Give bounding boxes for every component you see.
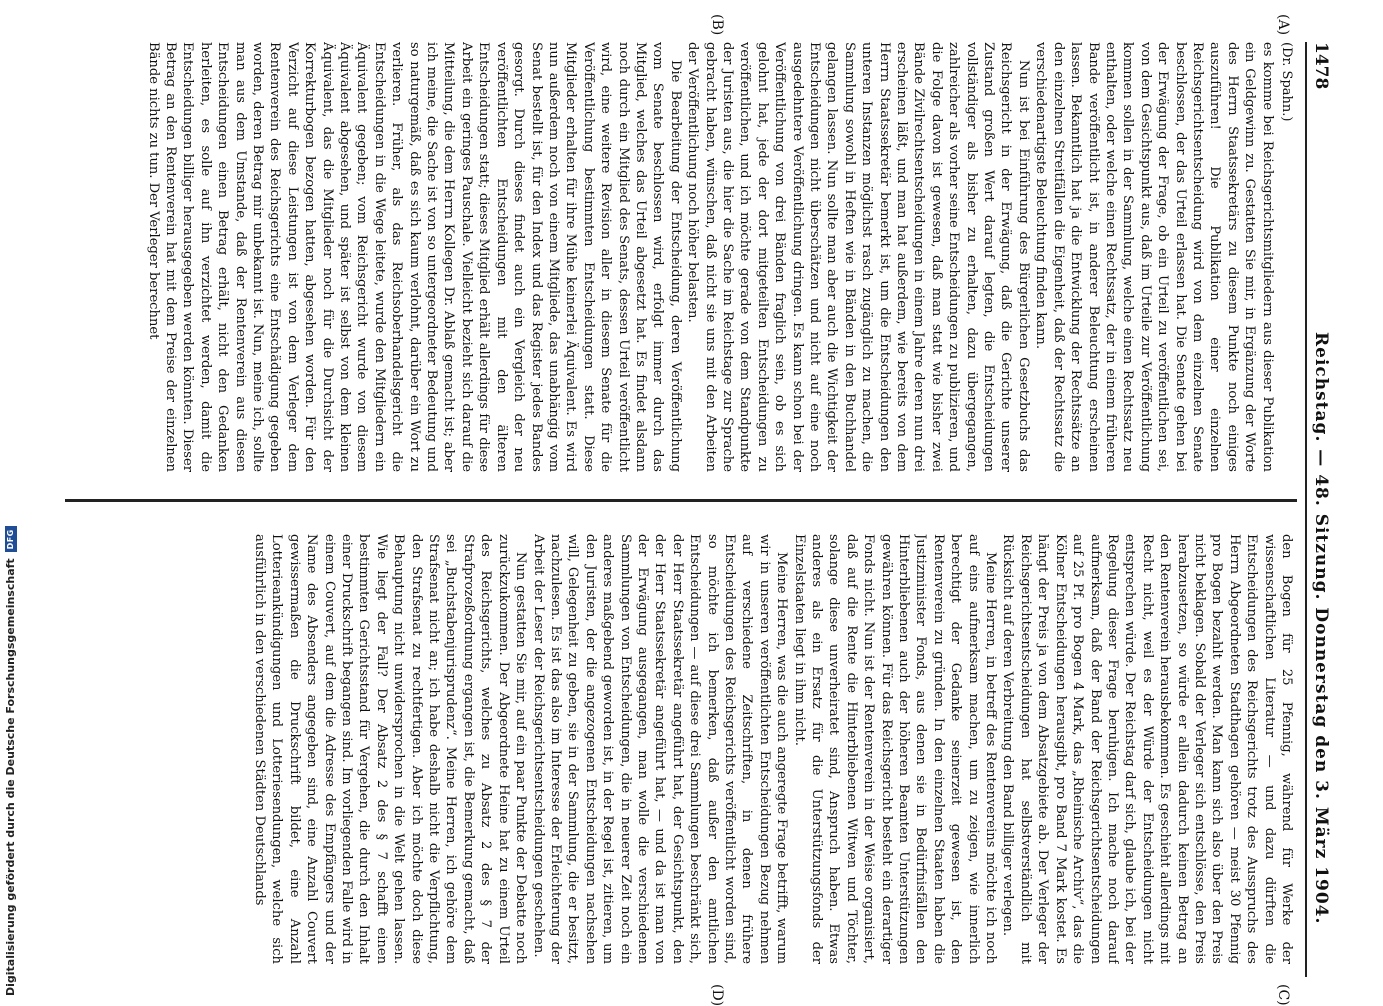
column-divider: [65, 499, 1297, 502]
margin-mark-b: (B): [709, 14, 725, 36]
page-header: [1305, 42, 1335, 977]
running-title: Reichstag. — 48. Sitzung. Donnerstag den 3. März 1904.: [1311, 332, 1331, 925]
paragraph: den Bogen für 25 Pfennig, während für Werke der wissenschaftlichen Literatur — und dazu dürften die Entscheidungen des Reichsgerichts trotz des Ausspruchs des Herrn Abgeordneten Stadthagen gehören — meist 30 Pfennig pro Bogen bezahlt werden. Man kann sich also über den Preis nicht beklagen. Sobald der Verleger sich entschlösse, den Preis herabzusetzen, so würde er allein dadurch keinen Betrag an den Rentenverein herausbekommen. Es geschieht allerdings mit Recht nicht, weil es der Würde der Entscheidungen nicht entsprechen würde. Der Reichstag darf sich, glaube ich, bei der Regelung dieser Frage beruhigen. Ich mache noch darauf aufmerksam, daß der Band der Reichsgerichtsentscheidungen auf 25 Pf. pro Bogen 4 Mark, das „Rheinische Archiv“, das die Kölner Entscheidungen herausgibt, pro Band 7 Mark kostet. Es hängt der Preis ja von dem Absatzgebiete ab. Der Verleger der Reichsgerichtsentscheidungen hat selbstverständlich mit Rücksicht auf deren Verbreitung den Band billiger verlegen.: [1000, 534, 1294, 964]
page-number: 1478: [1311, 42, 1331, 90]
header-rule: [1305, 42, 1307, 977]
paragraph: es komme bei Reichsgerichtsmitgliedern aus dieser Publikation ein Geldgewinn zu. Gestatten Sie mir, in Ergänzung der Worte des Herrn Staatssekretärs zu diesem Punkte noch einiges auszuführen! Die Publikation einer einzelnen Reichsgerichtsentscheidung wird von dem einzelnen Senate beschlossen, der das Urteil erlassen hat. Die Senate gehen bei der Erwägung der Frage, ob ein Urteil zu veröffentlichen sei, von dem Gesichtspunkt aus, daß im Urteile zur Veröffentlichung kommen sollen in der Sammlung, welche einen Rechtssatz neu enthalten, oder welche einen Rechtssatz, der in einem früheren Bande veröffentlicht ist, in anderer Beleuchtung erscheinen lassen. Bekanntlich hat ja die Entwicklung der Rechtssätze an den einzelnen Streitfällen die Eigenheit, daß der Rechtssatz die verschiedenartigste Beleuchtung finden kann.: [1033, 42, 1275, 472]
document-page: [60, 14, 1335, 1006]
paragraph: Die Bearbeitung der Entscheidung, deren Veröffentlichung vom Senate beschlossen wird, erfolgt immer durch das Mitglied, welches das Urteil abgesetzt hat. Es findet alsdann noch durch ein Mitglied des Senats, dessen Urteil veröffentlicht wird, eine weitere Revision aller in diesem Senate für die Veröffentlichung bestimmten Entscheidungen statt. Diese Mitglieder erhalten für ihre Mühe keinerlei Äquivalent. Es wird nun außerdem noch von einem Mitgliede, das unabhängig vom Senat bestellt ist, für den Index und das Register jedes Bandes gesorgt. Durch dieses findet auch ein Vergleich der neu veröffentlichten Entscheidungen mit den älteren Entscheidungen statt; dieses Mitglied erhält allerdings für diese Arbeit ein geringes Pauschale. Vielleicht bezieht sich darauf die Mitteilung, die dem Herrn Kollegen Dr. Ablaß gemacht ist; aber ich meine, die Sache ist von so untergeordneter Bedeutung und so naturgemäß, daß es sich kaum verlohnt, darüber ein Wort zu verlieren. Früher, als das Reichsoberhandelsgericht die Entscheidungen in die Wege leitete, wurde den Mitgliedern ein Äquivalent gegeben; vom Reichsgericht wurde von diesem Äquivalent abgesehen, und später ist selbst von dem kleinen Äquivalent, das die Mitglieder noch für die Durchsicht der Korrekturbogen bezogen hatten, abgesehen worden. Für den Verzicht auf diese Leistungen ist von dem Verleger dem Rentenverein des Reichsgerichts eine Entschädigung gegeben worden, deren Betrag mir unbekannt ist. Nun, meine ich, sollte man aus dem Umstande, daß der Rentenverein aus diesen Entscheidungen einen Betrag erhält, nicht den Gedanken herleiten, es solle auf ihn verzichtet werden, damit die Entscheidungen billiger herausgegeben werden könnten. Dieser Betrag an den Rentenverein hat mit dem Preise der einzelnen Bände nichts zu tun. Der Verleger berechnet: [145, 42, 683, 472]
speaker-name: (Dr. Spahn.): [1279, 42, 1294, 122]
paragraph: Meine Herren, in betreff des Rentenvereins möchte ich noch auf eins aufmerksam machen, um zu zeigen, wie innerlich berechtigt der Gedanke seinerzeit gewesen ist, den Rentenverein zu gründen. In den einzelnen Staaten haben die Justizminister Fonds, aus denen sie in Bedürfnisfällen den Hinterbliebenen auch der höheren Beamten Unterstützungen gewähren können. Für das Reichsgericht besteht ein derartiger Fonds nicht. Nun ist der Rentenverein in der Weise organisiert, daß auf die Rente die Hinterbliebenen Witwen und Töchter, solange diese unverheiratet sind, Anspruch haben. Etwas anderes als ein Ersatz für die Unterstützungsfonds der Einzelstaaten liegt in ihm nicht.: [791, 534, 999, 964]
paragraph: Nun gestatten Sie mir, auf ein paar Punkte der Debatte noch zurückzukommen. Der Abgeordnete Heine hat zu einem Urteil des Reichsgerichts, welches zu Absatz 2 des § 7 der Strafprozeßordnung ergangen ist, die Bemerkung gemacht, daß sei „Buchstabenjurisprudenz“. Meine Herren, ich gehöre dem Strafsenat nicht an; ich habe deshalb nicht die Verpflichtung, den Strafsenat zu rechtfertigen. Aber ich möchte doch diese Behauptung nicht unwidersprochen in die Welt gehen lassen. Wie liegt der Fall? Der Absatz 2 des § 7 schafft einen bestimmten Gerichtsstand für Vergehen, die durch den Inhalt einer Druckschrift begangen sind. Im vorliegenden Falle wird in einem Couvert, auf dem die Adresse des Empfängers und der Name des Absenders angegeben sind, eine Anzahl Couvert gewissermaßen die Druckschrift bildet, eine Anzahl Lotterieankündigungen und Lotteriesendungen, welche sich ausführlich in den verschiedenen Städten Deutschlands: [252, 534, 529, 964]
digitization-footer: [4, 526, 17, 996]
margin-mark-d: (D): [709, 984, 725, 1006]
dfg-logo: DFG: [5, 526, 17, 552]
paragraph: Meine Herren, was die auch angeregte Frage betrifft, warum wir in unseren veröffentlichten Entscheidungen Bezug nehmen auf verschiedene Zeitschriften, in denen frühere Entscheidungen des Reichsgerichts veröffentlicht worden sind, so möchte ich bemerken, daß außer den amtlichen Entscheidungen — auf diese drei Sammlungen beschränkt sich, der Herr Staatssekretär angeführt hat, der Gesichtspunkt, den der Herr Staatssekretär angeführt hat, — und da ist man von der Erwägung ausgegangen, man wolle die verschiedenen Sammlungen von Entscheidungen, die in neuerer Zeit noch ein anderes maßgebend geworden ist, in der Regel ist, zitieren, um den Juristen, der die angezogenen Entscheidungen nachsehen will, Gelegenheit zu geben, sie in der Sammlung, die er besitzt, nachzulesen. Es ist das also im Interesse der Erleichterung der Arbeit der Leser der Reichsgerichtsentscheidungen geschehen.: [530, 534, 790, 964]
digitization-note: Digitalisierung gefördert durch die Deutsche Forschungsgemeinschaft: [4, 558, 17, 996]
left-column: [70, 42, 1295, 472]
margin-mark-a: (A): [1275, 14, 1291, 36]
right-column: [70, 534, 1295, 964]
margin-mark-c: (C): [1275, 984, 1291, 1006]
paragraph: Nun ist bei Einführung des Bürgerlichen Gesetzbuchs das Reichsgericht in der Erwägung, daß die Gerichte unserer Zustand großen Wert darauf legten, die Entscheidungen vollständiger als bisher zu erhalten, dazu übergegangen, zahlreicher als vorher seine Entscheidungen zu publizieren, und die Folge davon ist gewesen, daß man statt wie bisher zwei Bände Zivilrechtsentscheidungen in einem Jahre deren nun drei erscheinen läßt, und man hat außerdem, wie bereits von dem Herrn Staatssekretär bemerkt ist, um die Entscheidungen den unteren Instanzen möglichst rasch zugänglich zu machen, die Sammlung sowohl in Heften wie in Bänden in den Buchhandel gelangen lassen. Nun sollte man aber auch die Wichtigkeit der Entscheidungen nicht überschätzen und nicht auf eine noch ausgedehntere Veröffentlichung dringen. Es kann schon bei der Veröffentlichung von drei Bänden fraglich sein, ob es sich gelohnt hat, jede der dort mitgeteilten Entscheidungen zu veröffentlichen, und ich möchte gerade von dem Standpunkte der Juristen aus, die hier die Sache im Reichstage zur Sprache gebracht haben, wünschen, daß nicht sie uns mit den Arbeiten der Veröffentlichung noch höher belasten.: [685, 42, 1031, 472]
